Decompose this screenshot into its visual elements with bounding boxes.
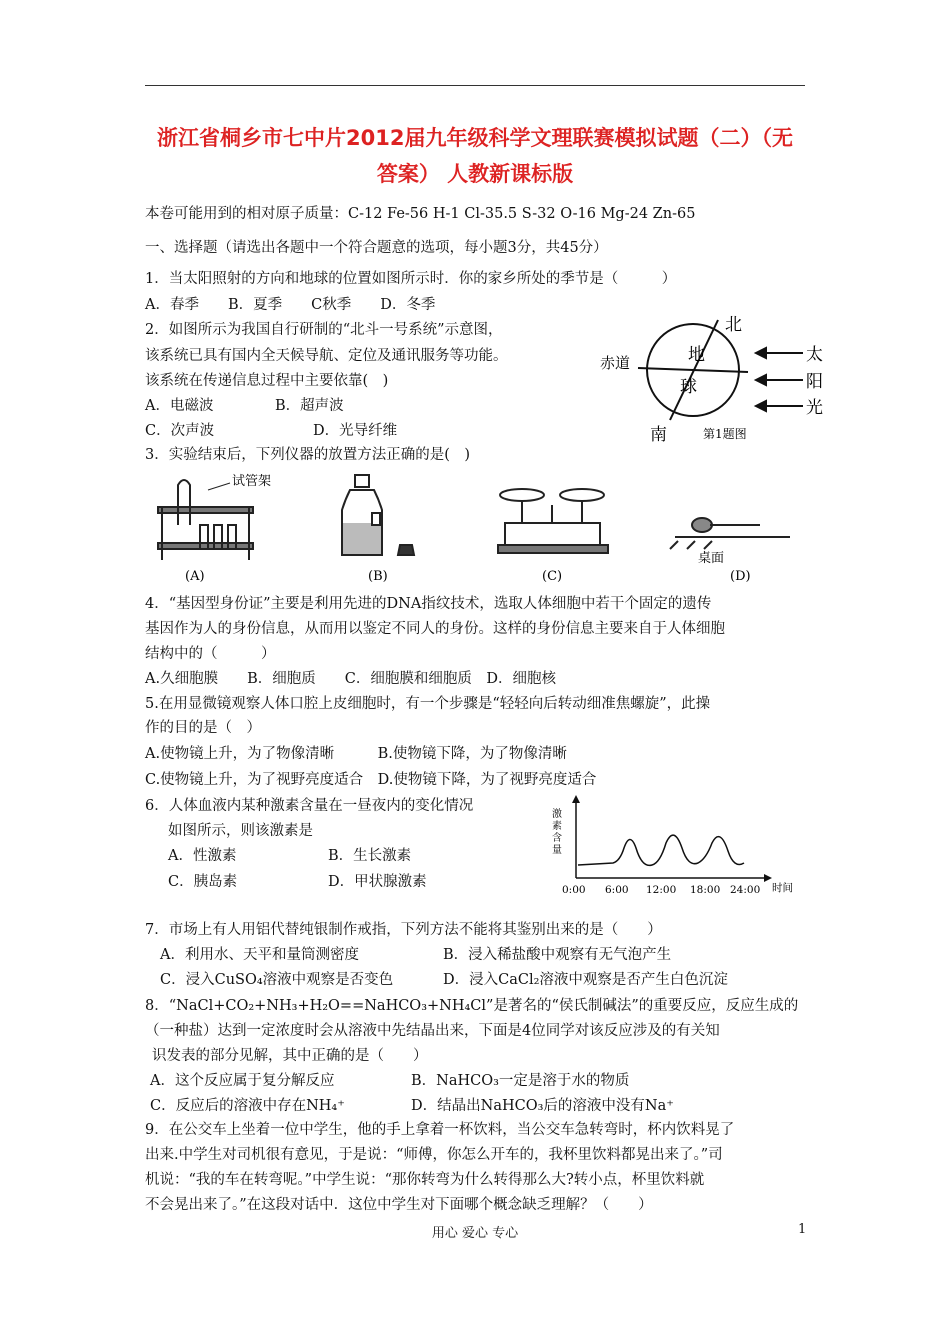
q2-option-b: B．超声波	[275, 398, 344, 414]
y-label-4: 量	[552, 845, 562, 856]
figure-caption: 第1题图	[703, 427, 747, 441]
q7-option-c: C．浸入CuSO₄溶液中观察是否变色	[160, 972, 394, 988]
q1-earth-sun-figure	[598, 310, 828, 445]
q8-option-d: D．结晶出NaHCO₃后的溶液中没有Na⁺	[411, 1098, 674, 1114]
q4-line-2: 基因作为人的身份信息，从而用以鉴定不同人的身份。这样的身份信息主要来自于人体细胞	[145, 621, 725, 637]
q3-stem: 3．实验结束后，下列仪器的放置方法正确的是( )	[145, 447, 471, 463]
q8-option-a: A．这个反应属于复分解反应	[150, 1073, 335, 1089]
sun-label-1: 太	[806, 345, 823, 365]
sun-label-3: 光	[806, 398, 823, 418]
test-tube-rack	[158, 480, 253, 560]
north-label: 北	[725, 315, 742, 335]
x-tick-1: 6:00	[605, 884, 629, 896]
hormone-curve	[578, 835, 744, 865]
q2-option-a: A．电磁波	[145, 398, 214, 414]
q5-options-2: C.使物镜上升，为了视野亮度适合 D.使物镜下降，为了视野亮度适合	[145, 772, 597, 788]
q4-options: A.久细胞膜 B．细胞质 C．细胞膜和细胞质 D．细胞核	[145, 671, 556, 687]
title-line-2: 答案） 人教新课标版	[376, 162, 574, 186]
q1-stem: 1．当太阳照射的方向和地球的位置如图所示时．你的家乡所处的季节是（ ）	[145, 271, 677, 287]
label-b: (B)	[368, 569, 388, 584]
rack-pointer	[208, 483, 230, 490]
q7-option-a: A．利用水、天平和量筒测密度	[160, 947, 359, 963]
q5-options-1: A.使物镜上升，为了物像清晰 B.使物镜下降，为了物像清晰	[145, 746, 567, 762]
q9-line-3: 机说：“我的车在转弯呢。”中学生说：“那你转弯为什么转得那么大?转小点，杯里饮料就	[145, 1172, 705, 1188]
sun-label-2: 阳	[806, 372, 823, 392]
q8-line-1: 8．“NaCl+CO₂+NH₃+H₂O==NaHCO₃+NH₄Cl”是著名的“侯氏制碱法”的重要反应，反应生成的	[145, 998, 799, 1014]
q8-option-b: B．NaHCO₃一定是溶于水的物质	[411, 1073, 630, 1089]
q6-option-b: B．生长激素	[328, 848, 412, 864]
q2-line-3: 该系统在传递信息过程中主要依靠( )	[145, 373, 389, 389]
q6-line-2: 如图所示，则该激素是	[168, 823, 313, 839]
sunlight-arrows	[756, 348, 803, 411]
q9-line-1: 9．在公交车上坐着一位中学生，他的手上拿着一杯饮料，当公交车急转弯时，杯内饮料晃了	[145, 1122, 735, 1138]
q3-apparatus-figure	[150, 465, 800, 587]
header-rule	[145, 85, 805, 86]
x-axis-label: 时间	[772, 882, 793, 894]
rack-label: 试管架	[232, 474, 272, 489]
q2-line-2: 该系统已具有国内全天候导航、定位及通讯服务等功能。	[145, 348, 508, 364]
label-a: (A)	[185, 569, 205, 584]
q8-line-3: 识发表的部分见解，其中正确的是（ ）	[152, 1048, 428, 1064]
page-number: 1	[798, 1222, 807, 1237]
label-c: (C)	[542, 569, 563, 584]
reagent-bottle	[342, 475, 414, 555]
x-tick-0: 0:00	[562, 884, 586, 896]
x-tick-4: 24:00	[730, 884, 761, 896]
earth-label-1: 地	[688, 345, 705, 365]
section-heading: 一、选择题（请选出各题中一个符合题意的选项，每小题3分，共45分）	[145, 240, 608, 256]
y-label-1: 激	[552, 809, 562, 820]
equator-label: 赤道	[600, 354, 631, 372]
atomic-masses: 本卷可能用到的相对原子质量：C-12 Fe-56 H-1 Cl-35.5 S-32 O-16 Mg-24 Zn-65	[145, 206, 696, 222]
desk-label: 桌面	[698, 551, 725, 566]
q6-hormone-graph	[548, 793, 798, 903]
title-line-1: 浙江省桐乡市七中片2012届九年级科学文理联赛模拟试题（二）（无	[157, 126, 793, 150]
q8-option-c: C．反应后的溶液中存在NH₄⁺	[150, 1098, 345, 1114]
q9-line-4: 不会晃出来了。”在这段对话中．这位中学生对下面哪个概念缺乏理解？（ ）	[145, 1197, 653, 1213]
q5-line-2: 作的目的是（ ）	[145, 720, 261, 736]
q8-line-2: （一种盐）达到一定浓度时会从溶液中先结晶出来，下面是4位同学对该反应涉及的有关知	[145, 1023, 720, 1039]
q6-option-c: C．胰岛素	[168, 874, 238, 890]
q2-option-c: C．次声波	[145, 423, 215, 439]
q9-line-2: 出来.中学生对司机很有意见，于是说：“师傅，你怎么开车的，我杯里饮料都晃出来了。”司	[145, 1147, 723, 1163]
page-footer: 用心 爱心 专心	[431, 1226, 519, 1241]
q1-options: A．春季 B．夏季 C秋季 D．冬季	[145, 297, 436, 313]
q5-line-1: 5.在用显微镜观察人体口腔上皮细胞时，有一个步骤是“轻轻向后转动细准焦螺旋”，此操	[145, 696, 711, 712]
q7-option-d: D．浸入CaCl₂溶液中观察是否产生白色沉淀	[443, 972, 728, 988]
label-d: (D)	[730, 569, 751, 584]
q4-line-3: 结构中的（ ）	[145, 646, 276, 662]
balance-scale	[498, 489, 608, 553]
y-label-2: 素	[552, 821, 562, 832]
q7-stem: 7．市场上有人用铝代替纯银制作戒指，下列方法不能将其鉴别出来的是（ ）	[145, 922, 662, 938]
y-label-3: 含	[552, 833, 562, 844]
q2-line-1: 2．如图所示为我国自行研制的“北斗一号系统”示意图，	[145, 322, 503, 338]
x-tick-2: 12:00	[646, 884, 677, 896]
q6-option-a: A．性激素	[168, 848, 237, 864]
x-tick-3: 18:00	[690, 884, 721, 896]
q7-option-b: B．浸入稀盐酸中观察有无气泡产生	[443, 947, 672, 963]
q6-option-d: D．甲状腺激素	[328, 874, 427, 890]
south-label: 南	[650, 425, 667, 445]
earth-label-2: 球	[680, 377, 697, 397]
q2-option-d: D．光导纤维	[313, 423, 398, 439]
document-title	[145, 120, 805, 192]
dropper-on-desk	[670, 518, 790, 549]
q6-line-1: 6．人体血液内某种激素含量在一昼夜内的变化情况	[145, 798, 474, 814]
q4-line-1: 4．“基因型身份证”主要是利用先进的DNA指纹技术，选取人体细胞中若干个固定的遗传	[145, 596, 712, 612]
